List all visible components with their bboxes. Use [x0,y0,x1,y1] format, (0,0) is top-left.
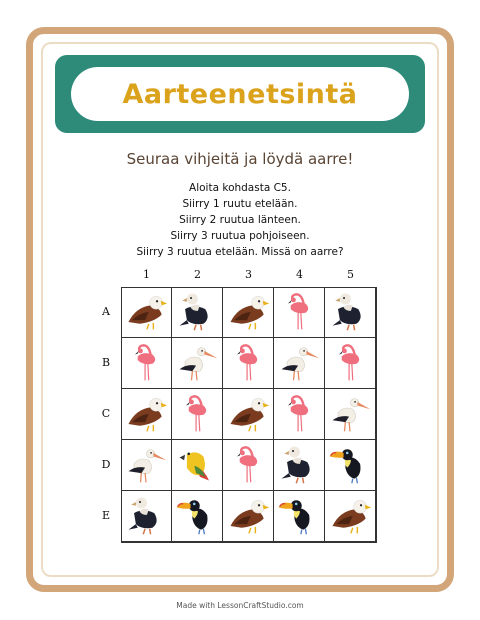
toucan-icon [276,491,322,541]
flamingo-icon [225,440,271,490]
clue-line: Siirry 3 ruutua etelään. Missä on aarre? [136,246,344,258]
pelican-icon [174,338,220,388]
vulture-icon [174,287,220,337]
column-header-5: 5 [347,268,354,281]
vulture-icon [123,491,169,541]
parrot-icon [174,440,220,490]
grid-cell-e5 [325,491,376,542]
pelican-icon [327,389,373,439]
eagle-icon [225,287,271,337]
toucan-icon [327,440,373,490]
grid-cell-b4 [274,338,325,389]
grid-cell-c4 [274,389,325,440]
grid-cell-e3 [223,491,274,542]
grid-cell-a5 [325,287,376,338]
flamingo-icon [276,389,322,439]
grid-cell-c1 [121,389,172,440]
grid-cell-d5 [325,440,376,491]
grid-cell-a1 [121,287,172,338]
toucan-icon [174,491,220,541]
eagle-icon [225,389,271,439]
grid-cell-b3 [223,338,274,389]
grid-cell-a4 [274,287,325,338]
clue-line: Aloita kohdasta C5. [189,182,291,194]
column-header-3: 3 [245,268,252,281]
eagle-icon [123,287,169,337]
column-header-2: 2 [194,268,201,281]
grid-cell-a2 [172,287,223,338]
page-title: Aarteenetsintä [122,78,358,110]
grid-cell-d3 [223,440,274,491]
grid-cell-a3 [223,287,274,338]
clue-line: Siirry 3 ruutua pohjoiseen. [170,230,310,242]
grid-cell-e1 [121,491,172,542]
eagle-icon [327,491,373,541]
eagle-icon [123,389,169,439]
grid-cell-b1 [121,338,172,389]
flamingo-icon [276,287,322,337]
grid-cell-b2 [172,338,223,389]
vulture-icon [276,440,322,490]
row-header-e: E [101,509,111,522]
flamingo-icon [327,338,373,388]
grid-cell-d2 [172,440,223,491]
flamingo-icon [123,338,169,388]
clue-line: Siirry 1 ruutu etelään. [182,198,298,210]
clue-list [0,180,480,260]
grid-cell-c2 [172,389,223,440]
subtitle: Seuraa vihjeitä ja löydä aarre! [126,150,354,168]
row-header-a: A [102,305,110,318]
grid-cell-d4 [274,440,325,491]
grid-cell-e4 [274,491,325,542]
pelican-icon [123,440,169,490]
column-header-1: 1 [143,268,150,281]
clue-line: Siirry 2 ruutua länteen. [179,214,301,226]
row-header-b: B [101,356,111,369]
pelican-icon [276,338,322,388]
treasure-grid [121,287,377,543]
footer-credit: Made with LessonCraftStudio.com [176,601,304,610]
grid-cell-b5 [325,338,376,389]
flamingo-icon [174,389,220,439]
grid-cell-e2 [172,491,223,542]
vulture-icon [327,287,373,337]
title-banner [55,55,425,133]
title-pill [71,67,409,121]
grid-cell-c5 [325,389,376,440]
grid-cell-c3 [223,389,274,440]
row-header-c: C [101,407,111,420]
grid-cell-d1 [121,440,172,491]
eagle-icon [225,491,271,541]
flamingo-icon [225,338,271,388]
row-header-d: D [101,458,111,471]
column-header-4: 4 [296,268,303,281]
